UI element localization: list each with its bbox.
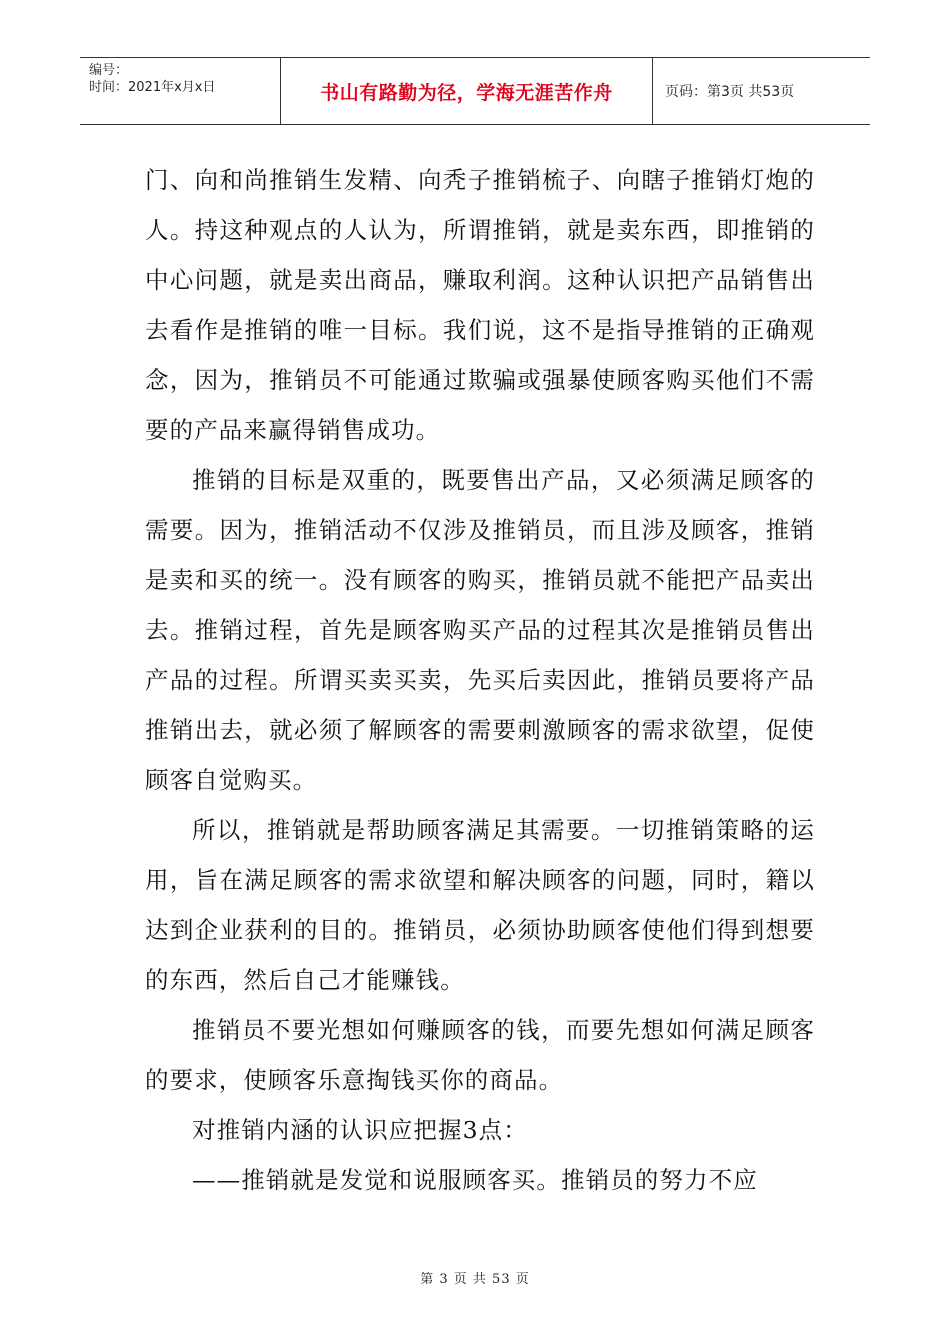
body-paragraph: 推销的目标是双重的，既要售出产品，又必须满足顾客的需要。因为，推销活动不仅涉及推销员，而且涉及顾客，推销是卖和买的统一。没有顾客的购买，推销员就不能把产品卖出去。推销过程，首先是顾客购买产品的过程其次是推销员售出产品的过程。所谓买卖买卖，先买后卖因此，推销员要将产品推销出去，就必须了解顾客的需要刺激顾客的需求欲望，促使顾客自觉购买。 (145, 466, 815, 794)
document-time-label: 时间：2021年x月x日 (89, 80, 216, 95)
body-paragraph: ——推销就是发觉和说服顾客买。推销员的努力不应 (192, 1166, 758, 1194)
document-header (80, 57, 870, 125)
header-meta (80, 58, 281, 124)
body-paragraph: 对推销内涵的认识应把握3点： (192, 1116, 528, 1144)
header-page-info: 页码：第3页 共53页 (665, 84, 795, 100)
body-paragraph: 所以，推销就是帮助顾客满足其需要。一切推销策略的运用，旨在满足顾客的需求欲望和解决顾客的问题，同时，籍以达到企业获利的目的。推销员，必须协助顾客使他们得到想要的东西，然后自己才能赚钱。 (145, 816, 815, 994)
document-body (145, 155, 815, 1205)
page-footer: 第 3 页 共 53 页 (420, 1272, 530, 1287)
header-motto: 书山有路勤为径，学海无涯苦作舟 (281, 58, 653, 124)
body-paragraph: 推销员不要光想如何赚顾客的钱，而要先想如何满足顾客的要求，使顾客乐意掏钱买你的商品。 (145, 1016, 815, 1094)
document-number-label: 编号： (89, 63, 129, 78)
body-paragraph: 门、向和尚推销生发精、向秃子推销梳子、向瞎子推销灯炮的人。持这种观点的人认为，所谓推销，就是卖东西，即推销的中心问题，就是卖出商品，赚取利润。这种认识把产品销售出去看作是推销的唯一目标。我们说，这不是指导推销的正确观念，因为，推销员不可能通过欺骗或强暴使顾客购买他们不需要的产品来赢得销售成功。 (145, 166, 815, 444)
